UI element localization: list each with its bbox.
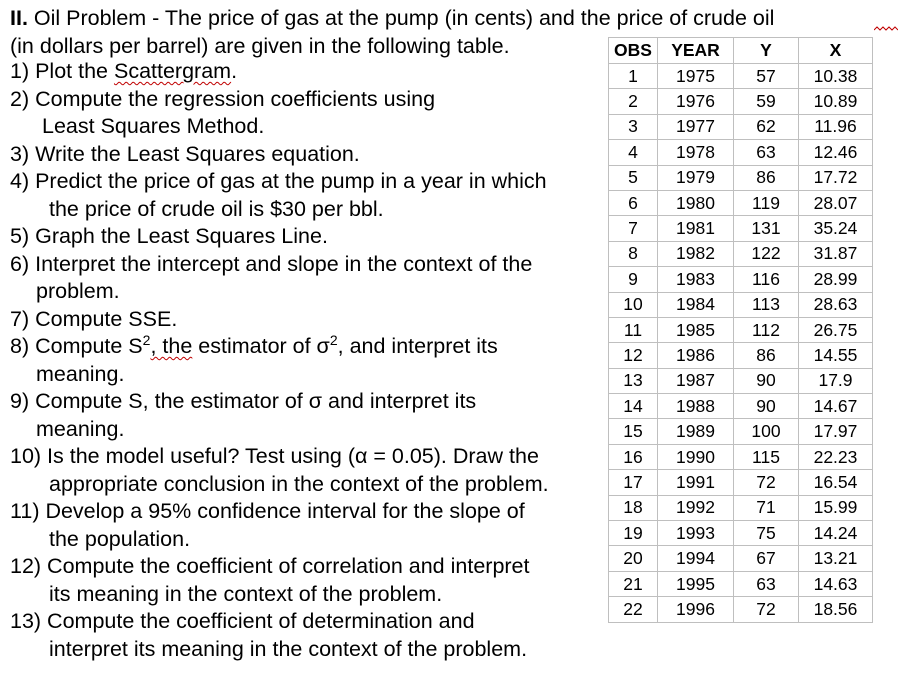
table-row [609, 89, 873, 114]
y-cell: 63 [734, 571, 799, 596]
question-6: 6) Interpret the intercept and slope in the context of the problem. [10, 251, 533, 303]
year-cell: 1977 [658, 114, 734, 139]
y-cell: 72 [734, 597, 799, 622]
table-row [609, 190, 873, 215]
y-cell: 59 [734, 89, 799, 114]
table-row [609, 64, 873, 89]
question-10: 10) Is the model useful? Test using (α = 0.05). Draw the appropriate conclusion in the context of the problem. [10, 444, 549, 496]
x-cell: 11.96 [799, 114, 873, 139]
spellcheck-squiggle [874, 26, 898, 32]
table-row [609, 394, 873, 419]
table-row [609, 444, 873, 469]
obs-cell: 6 [609, 190, 658, 215]
x-cell: 14.55 [799, 343, 873, 368]
obs-cell: 1 [609, 64, 658, 89]
misspelled-word: Scattergram [113, 59, 232, 83]
year-cell: 1985 [658, 317, 734, 342]
table-row [609, 241, 873, 266]
heading-line-2: (in dollars per barrel) are given in the following table. [10, 34, 510, 58]
year-cell: 1993 [658, 521, 734, 546]
table-row [609, 521, 873, 546]
year-cell: 1987 [658, 368, 734, 393]
question-7: 7) Compute SSE. [10, 306, 178, 331]
x-cell: 26.75 [799, 317, 873, 342]
table-row [609, 165, 873, 190]
problem-number: II. [10, 6, 28, 30]
year-cell: 1978 [658, 140, 734, 165]
header-obs: OBS [609, 38, 658, 64]
y-cell: 119 [734, 190, 799, 215]
obs-cell: 14 [609, 394, 658, 419]
obs-cell: 13 [609, 368, 658, 393]
x-cell: 14.67 [799, 394, 873, 419]
y-cell: 122 [734, 241, 799, 266]
year-cell: 1975 [658, 64, 734, 89]
x-cell: 15.99 [799, 495, 873, 520]
obs-cell: 17 [609, 470, 658, 495]
question-12: 12) Compute the coefficient of correlation and interpret its meaning in the context of the problem. [10, 554, 530, 606]
y-cell: 75 [734, 521, 799, 546]
table-row [609, 140, 873, 165]
header-y: Y [734, 38, 799, 64]
year-cell: 1996 [658, 597, 734, 622]
question-4: 4) Predict the price of gas at the pump in a year in which the price of crude oil is $30 per bbl. [10, 169, 547, 221]
table-header-row [609, 38, 873, 64]
obs-cell: 5 [609, 165, 658, 190]
x-cell: 22.23 [799, 444, 873, 469]
obs-cell: 16 [609, 444, 658, 469]
obs-cell: 20 [609, 546, 658, 571]
y-cell: 131 [734, 216, 799, 241]
year-cell: 1976 [658, 89, 734, 114]
question-list [10, 58, 610, 663]
question-8: 8) Compute $S^2$, the estimator of $\sigma^2$, and interpret its meaning. [10, 331, 498, 386]
x-cell: 17.9 [799, 368, 873, 393]
x-cell: 13.21 [799, 546, 873, 571]
obs-cell: 21 [609, 571, 658, 596]
table-row [609, 114, 873, 139]
y-cell: 62 [734, 114, 799, 139]
year-cell: 1994 [658, 546, 734, 571]
y-cell: 63 [734, 140, 799, 165]
year-cell: 1981 [658, 216, 734, 241]
year-cell: 1982 [658, 241, 734, 266]
obs-cell: 12 [609, 343, 658, 368]
x-cell: 12.46 [799, 140, 873, 165]
y-cell: 90 [734, 368, 799, 393]
table-row [609, 317, 873, 342]
obs-cell: 2 [609, 89, 658, 114]
y-cell: 100 [734, 419, 799, 444]
y-cell: 72 [734, 470, 799, 495]
x-cell: 17.97 [799, 419, 873, 444]
obs-cell: 3 [609, 114, 658, 139]
y-cell: 57 [734, 64, 799, 89]
flagged-phrase: , the [150, 334, 193, 358]
year-cell: 1988 [658, 394, 734, 419]
question-9: 9) Compute S, the estimator of σ and interpret its meaning. [10, 389, 477, 441]
x-cell: 14.24 [799, 521, 873, 546]
year-cell: 1979 [658, 165, 734, 190]
obs-cell: 15 [609, 419, 658, 444]
y-cell: 116 [734, 267, 799, 292]
y-cell: 115 [734, 444, 799, 469]
question-13: 13) Compute the coefficient of determination and interpret its meaning in the context of the problem. [10, 609, 528, 661]
x-cell: 10.38 [799, 64, 873, 89]
table-row [609, 267, 873, 292]
x-cell: 10.89 [799, 89, 873, 114]
y-cell: 71 [734, 495, 799, 520]
year-cell: 1986 [658, 343, 734, 368]
year-cell: 1992 [658, 495, 734, 520]
question-11: 11) Develop a 95% confidence interval for the slope of the population. [10, 499, 525, 551]
y-cell: 86 [734, 343, 799, 368]
x-cell: 28.63 [799, 292, 873, 317]
x-cell: 14.63 [799, 571, 873, 596]
x-cell: 35.24 [799, 216, 873, 241]
obs-cell: 8 [609, 241, 658, 266]
data-table [608, 37, 873, 623]
table-row [609, 546, 873, 571]
heading-line-1: Oil Problem - The price of gas at the pump (in cents) and the price of crude oil [27, 6, 775, 30]
obs-cell: 18 [609, 495, 658, 520]
x-cell: 28.99 [799, 267, 873, 292]
question-5: 5) Graph the Least Squares Line. [10, 224, 328, 248]
question-3: 3) Write the Least Squares equation. [10, 141, 360, 166]
table-row [609, 597, 873, 622]
obs-cell: 11 [609, 317, 658, 342]
year-cell: 1991 [658, 470, 734, 495]
table-row [609, 419, 873, 444]
y-cell: 90 [734, 394, 799, 419]
x-cell: 17.72 [799, 165, 873, 190]
y-cell: 67 [734, 546, 799, 571]
table-row [609, 343, 873, 368]
obs-cell: 7 [609, 216, 658, 241]
year-cell: 1980 [658, 190, 734, 215]
header-year: YEAR [658, 38, 734, 64]
obs-cell: 4 [609, 140, 658, 165]
x-cell: 31.87 [799, 241, 873, 266]
table-body [609, 64, 873, 623]
table-row [609, 495, 873, 520]
obs-cell: 22 [609, 597, 658, 622]
year-cell: 1989 [658, 419, 734, 444]
obs-cell: 10 [609, 292, 658, 317]
y-cell: 86 [734, 165, 799, 190]
year-cell: 1995 [658, 571, 734, 596]
year-cell: 1984 [658, 292, 734, 317]
obs-cell: 19 [609, 521, 658, 546]
table-row [609, 470, 873, 495]
year-cell: 1990 [658, 444, 734, 469]
x-cell: 16.54 [799, 470, 873, 495]
table-row [609, 216, 873, 241]
y-cell: 113 [734, 292, 799, 317]
table-row [609, 292, 873, 317]
year-cell: 1983 [658, 267, 734, 292]
x-cell: 28.07 [799, 190, 873, 215]
header-x: X [799, 38, 873, 64]
question-2: 2) Compute the regression coefficients using Least Squares Method. [10, 86, 436, 138]
question-1: 1) Plot the Scattergram. [10, 59, 238, 83]
table-row [609, 368, 873, 393]
obs-cell: 9 [609, 267, 658, 292]
x-cell: 18.56 [799, 597, 873, 622]
y-cell: 112 [734, 317, 799, 342]
table-row [609, 571, 873, 596]
